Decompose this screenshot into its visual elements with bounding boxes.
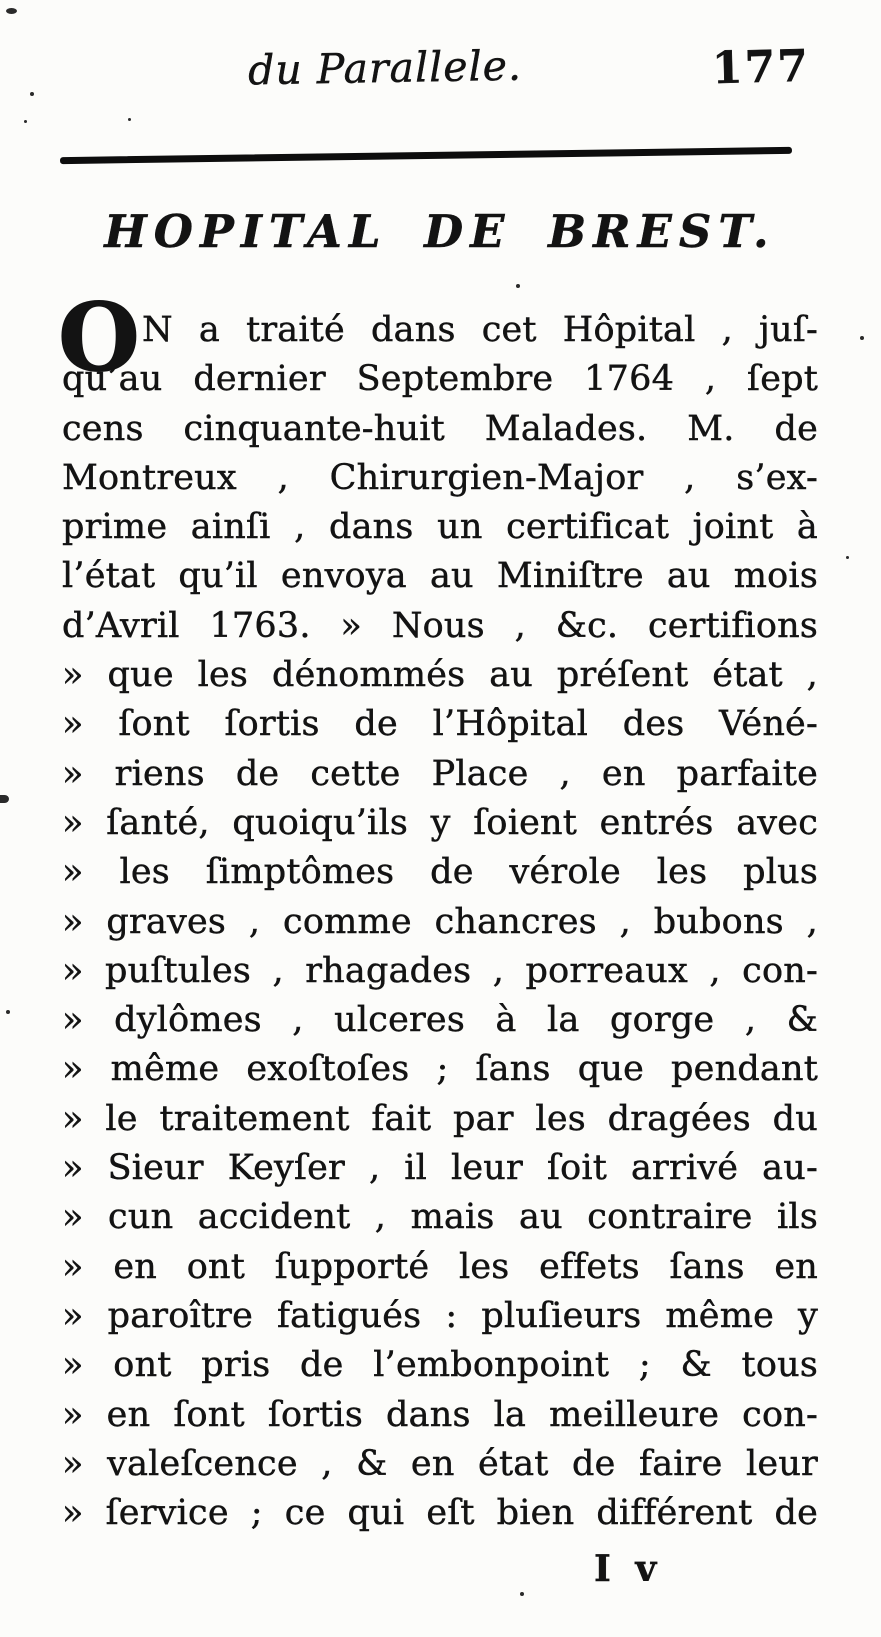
ink-speck [24, 120, 27, 123]
ink-speck [860, 336, 864, 340]
body-line: d’Avril 1763. » Nous , &c. certifions [62, 605, 818, 646]
body-line: » cun accident , mais au contraire ils [62, 1197, 818, 1238]
body-line: » même exoſtoſes ; ſans que pendant [62, 1049, 818, 1090]
body-line: » ſervice ; ce qui eſt bien différent de [62, 1493, 818, 1534]
body-line: » puſtules , rhagades , porreaux , con- [62, 950, 818, 991]
ink-speck [6, 1010, 10, 1014]
section-title: HOPITAL DE BREST. [104, 205, 776, 258]
page-number: 177 [711, 40, 811, 95]
body-line: prime ainſi , dans un certificat joint à [62, 507, 818, 548]
ink-speck [6, 8, 17, 14]
body-line: » que les dénommés au préſent état , [62, 655, 818, 696]
ink-speck [128, 118, 131, 121]
body-line: » graves , comme chancres , bubons , [62, 901, 818, 942]
dropcap-initial: O [58, 283, 141, 393]
body-line-text: N a traité dans cet Hôpital , juſ- [142, 310, 818, 350]
ink-speck [520, 1592, 524, 1596]
body-line: » riens de cette Place , en parfaite [62, 753, 818, 794]
body-line: » les ſimptômes de vérole les plus [62, 852, 818, 893]
running-title: du Parallele. [247, 41, 523, 95]
body-line: » ſont ſortis de l’Hôpital des Véné- [62, 704, 818, 745]
body-text [58, 283, 818, 1538]
body-line: » en ſont ſortis dans la meilleure con- [62, 1394, 818, 1435]
body-line: » valeſcence , & en état de faire leur [62, 1443, 818, 1484]
body-line: » Sieur Keyſer , il leur ſoit arrivé au- [62, 1148, 818, 1189]
body-line: cens cinquante-huit Malades. M. de [62, 408, 818, 449]
section-rule [60, 147, 792, 164]
body-line: » en ont ſupporté les effets ſans en [62, 1246, 818, 1287]
body-line: » le traitement fait par les dragées du [62, 1098, 818, 1139]
page-header [62, 38, 818, 98]
signature-mark: I v [594, 1548, 663, 1590]
body-line: » ont pris de l’embonpoint ; & tous [62, 1345, 818, 1386]
body-line: » dylômes , ulceres à la gorge , & [62, 1000, 818, 1041]
ink-speck [30, 92, 34, 96]
body-line: l’état qu’il envoya au Miniſtre au mois [62, 556, 818, 597]
body-line: Montreux , Chirurgien-Major , s’ex- [62, 457, 818, 498]
ink-speck [846, 556, 849, 559]
ink-speck [0, 795, 9, 803]
body-line: qu’au dernier Septembre 1764 , ſept [62, 359, 818, 400]
ink-speck [516, 284, 520, 288]
body-line: » paroître fatigués : pluſieurs même y [62, 1295, 818, 1336]
body-line: » ſanté, quoiqu’ils y ſoient entrés avec [62, 802, 818, 843]
